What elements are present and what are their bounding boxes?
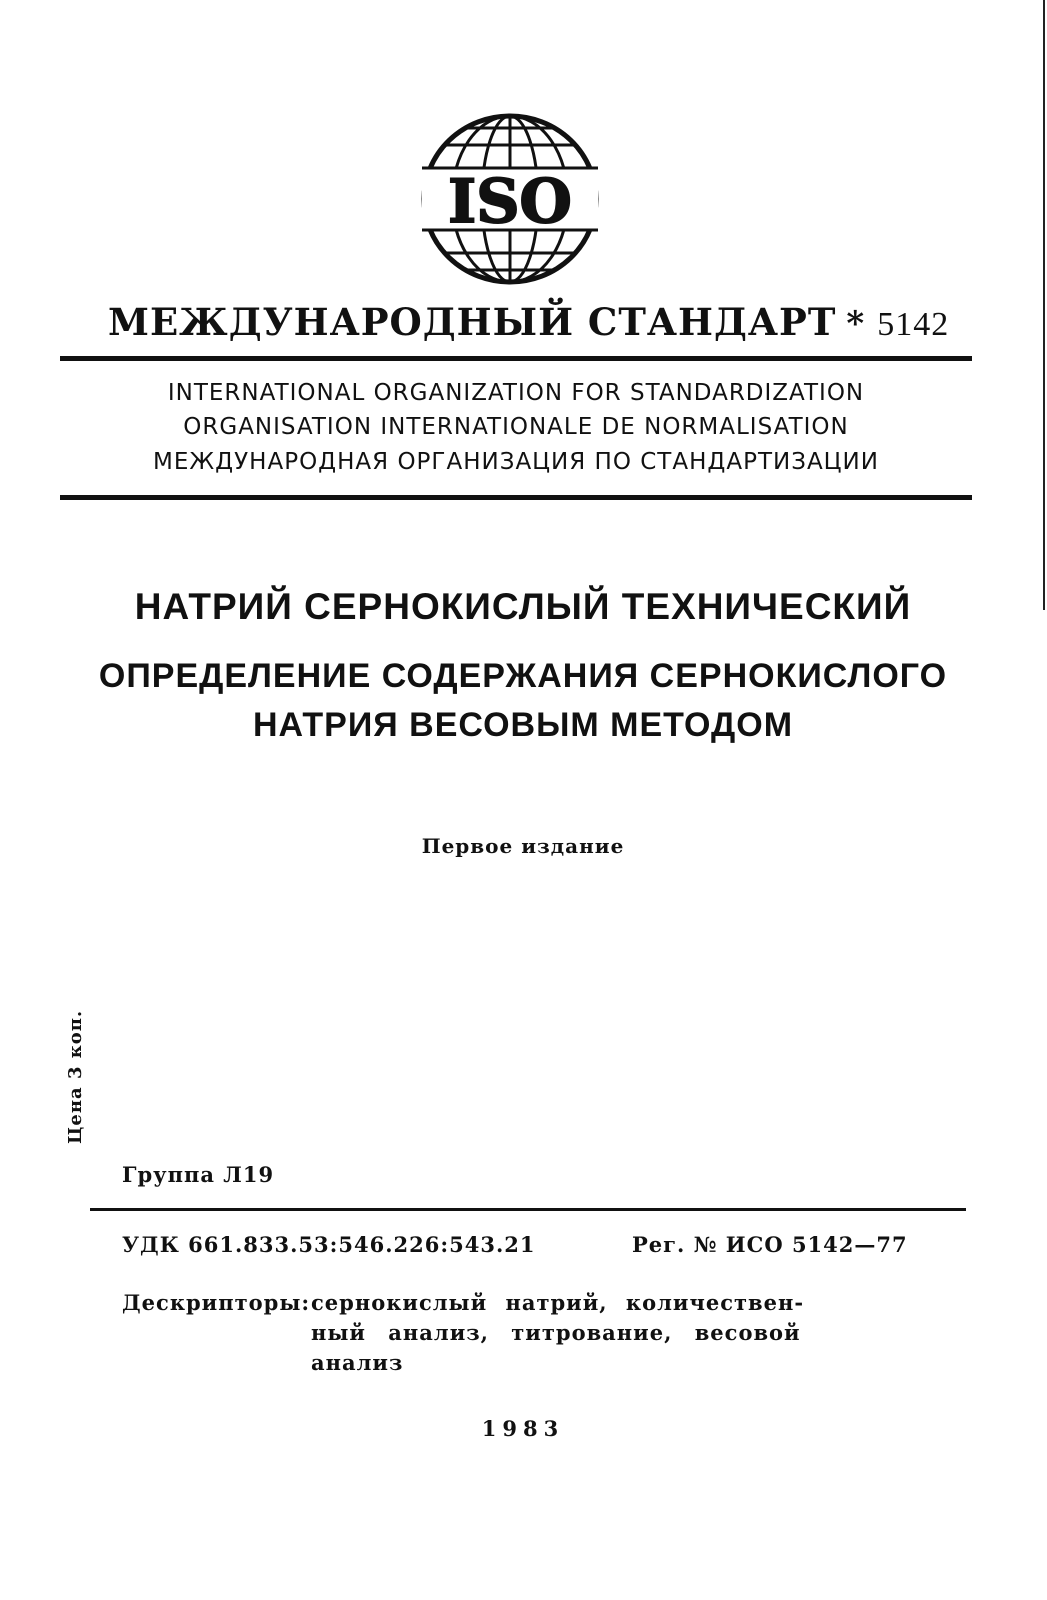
descriptors-label: Дескрипторы: [122,1290,311,1315]
divider-top [60,356,972,361]
page-edge-line [1043,0,1045,610]
document-subtitle-line-1: ОПРЕДЕЛЕНИЕ СОДЕРЖАНИЯ СЕРНОКИСЛОГО [98,657,948,695]
publication-year: 1983 [481,1416,565,1441]
org-name-french: ORGANISATION INTERNATIONALE DE NORMALISATION [183,414,849,440]
descriptors-line-1: сернокислый натрий, количествен- [311,1290,805,1315]
edition-label: Первое издание [421,834,625,858]
document-title: НАТРИЙ СЕРНОКИСЛЫЙ ТЕХНИЧЕСКИЙ [134,586,912,627]
iso-logo-text: ISO [448,167,572,237]
descriptors-line-2: ный анализ, титрование, весовой [311,1320,801,1345]
standard-number: 5142 [877,306,950,343]
document-subtitle-line-2: НАТРИЯ ВЕСОВЫМ МЕТОДОМ [252,706,794,744]
standard-title: МЕЖДУНАРОДНЫЙ СТАНДАРТ [108,300,837,344]
udk-code: УДК 661.833.53:546.226:543.21 [122,1232,536,1257]
iso-logo [418,110,602,288]
group-label: Группа Л19 [122,1162,275,1187]
divider-middle [60,495,972,500]
star-mark: * [846,304,866,344]
registration-number: Рег. № ИСО 5142—77 [632,1232,908,1257]
descriptors-line-3: анализ [311,1350,404,1375]
org-name-russian: МЕЖДУНАРОДНАЯ ОРГАНИЗАЦИЯ ПО СТАНДАРТИЗАЦИИ [153,449,879,475]
price-label: Цена 3 коп. [65,1009,86,1144]
standard-heading [108,300,950,350]
org-name-english: INTERNATIONAL ORGANIZATION FOR STANDARDIZATION [167,380,865,406]
divider-bottom [90,1208,966,1211]
